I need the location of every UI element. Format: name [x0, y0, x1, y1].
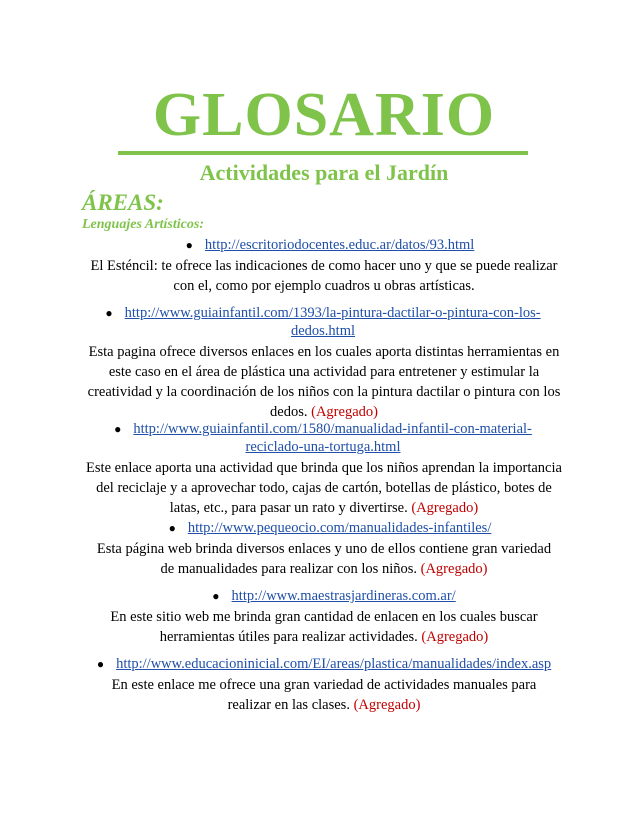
entry-description: Esta página web brinda diversos enlaces y uno de ellos contiene gran variedad de manualidades para realizar con los niños. — [96, 541, 552, 577]
list-item — [82, 587, 566, 647]
list-item — [82, 655, 566, 715]
entry-link[interactable]: http://www.educacioninicial.com/EI/areas/plastica/manualidades/index.asp — [116, 656, 552, 672]
entry-link[interactable]: http://www.guiainfantil.com/1580/manualidad-infantil-con-material-reciclado-una-tortuga.html — [133, 421, 532, 455]
entry-description: Este enlace aporta una actividad que brinda que los niños aprendan la importancia del reciclaje y a aprovechar todo, cajas de cartón, botellas de plástico, botes de latas, etc., para pasar un rato y divertirse. — [86, 460, 562, 516]
entry-description: En este enlace me ofrece una gran variedad de actividades manuales para realizar en las clases. — [111, 677, 537, 713]
list-item — [82, 236, 566, 296]
added-tag: (Agregado) — [421, 629, 489, 645]
page-title: GLOSARIO — [152, 81, 496, 149]
areas-heading: ÁREAS: — [82, 190, 164, 215]
entry-description: Esta pagina ofrece diversos enlaces en los cuales aporta distintas herramientas en este caso en el área de plástica una actividad para entretener y estimular la creatividad y la coordinación de los niños con la pintura dactilar o pintura con los dedos. — [87, 344, 561, 420]
section-heading: Lenguajes Artísticos: — [82, 217, 204, 232]
page-subtitle: Actividades para el Jardín — [199, 160, 449, 185]
bullet-icon: ● — [96, 657, 105, 671]
added-tag: (Agregado) — [311, 404, 378, 420]
entry-description: El Esténcil: te ofrece las indicaciones de como hacer uno y que se puede realizar con el, como por ejemplo cuadros u obras artísticas. — [90, 258, 558, 294]
added-tag: (Agregado) — [420, 561, 488, 577]
entry-link[interactable]: http://escritoriodocentes.educ.ar/datos/93.html — [204, 237, 475, 253]
bullet-icon: ● — [105, 306, 113, 320]
bullet-icon: ● — [212, 589, 220, 603]
list-item — [82, 304, 566, 422]
bullet-icon: ● — [168, 521, 176, 535]
entry-link[interactable]: http://www.pequeocio.com/manualidades-infantiles/ — [187, 520, 492, 536]
entry-link[interactable]: http://www.guiainfantil.com/1393/la-pintura-dactilar-o-pintura-con-los-dedos.html — [124, 305, 541, 339]
list-item — [82, 519, 566, 579]
list-item — [82, 420, 566, 518]
added-tag: (Agregado) — [411, 500, 479, 516]
bullet-icon: ● — [114, 422, 122, 436]
entry-description: En este sitio web me brinda gran cantidad de enlacen en los cuales buscar herramientas útiles para realizar actividades. — [110, 609, 538, 645]
title-underline — [118, 151, 528, 155]
added-tag: (Agregado) — [353, 697, 421, 713]
entry-link[interactable]: http://www.maestrasjardineras.com.ar/ — [231, 588, 456, 604]
bullet-icon: ● — [185, 238, 193, 252]
